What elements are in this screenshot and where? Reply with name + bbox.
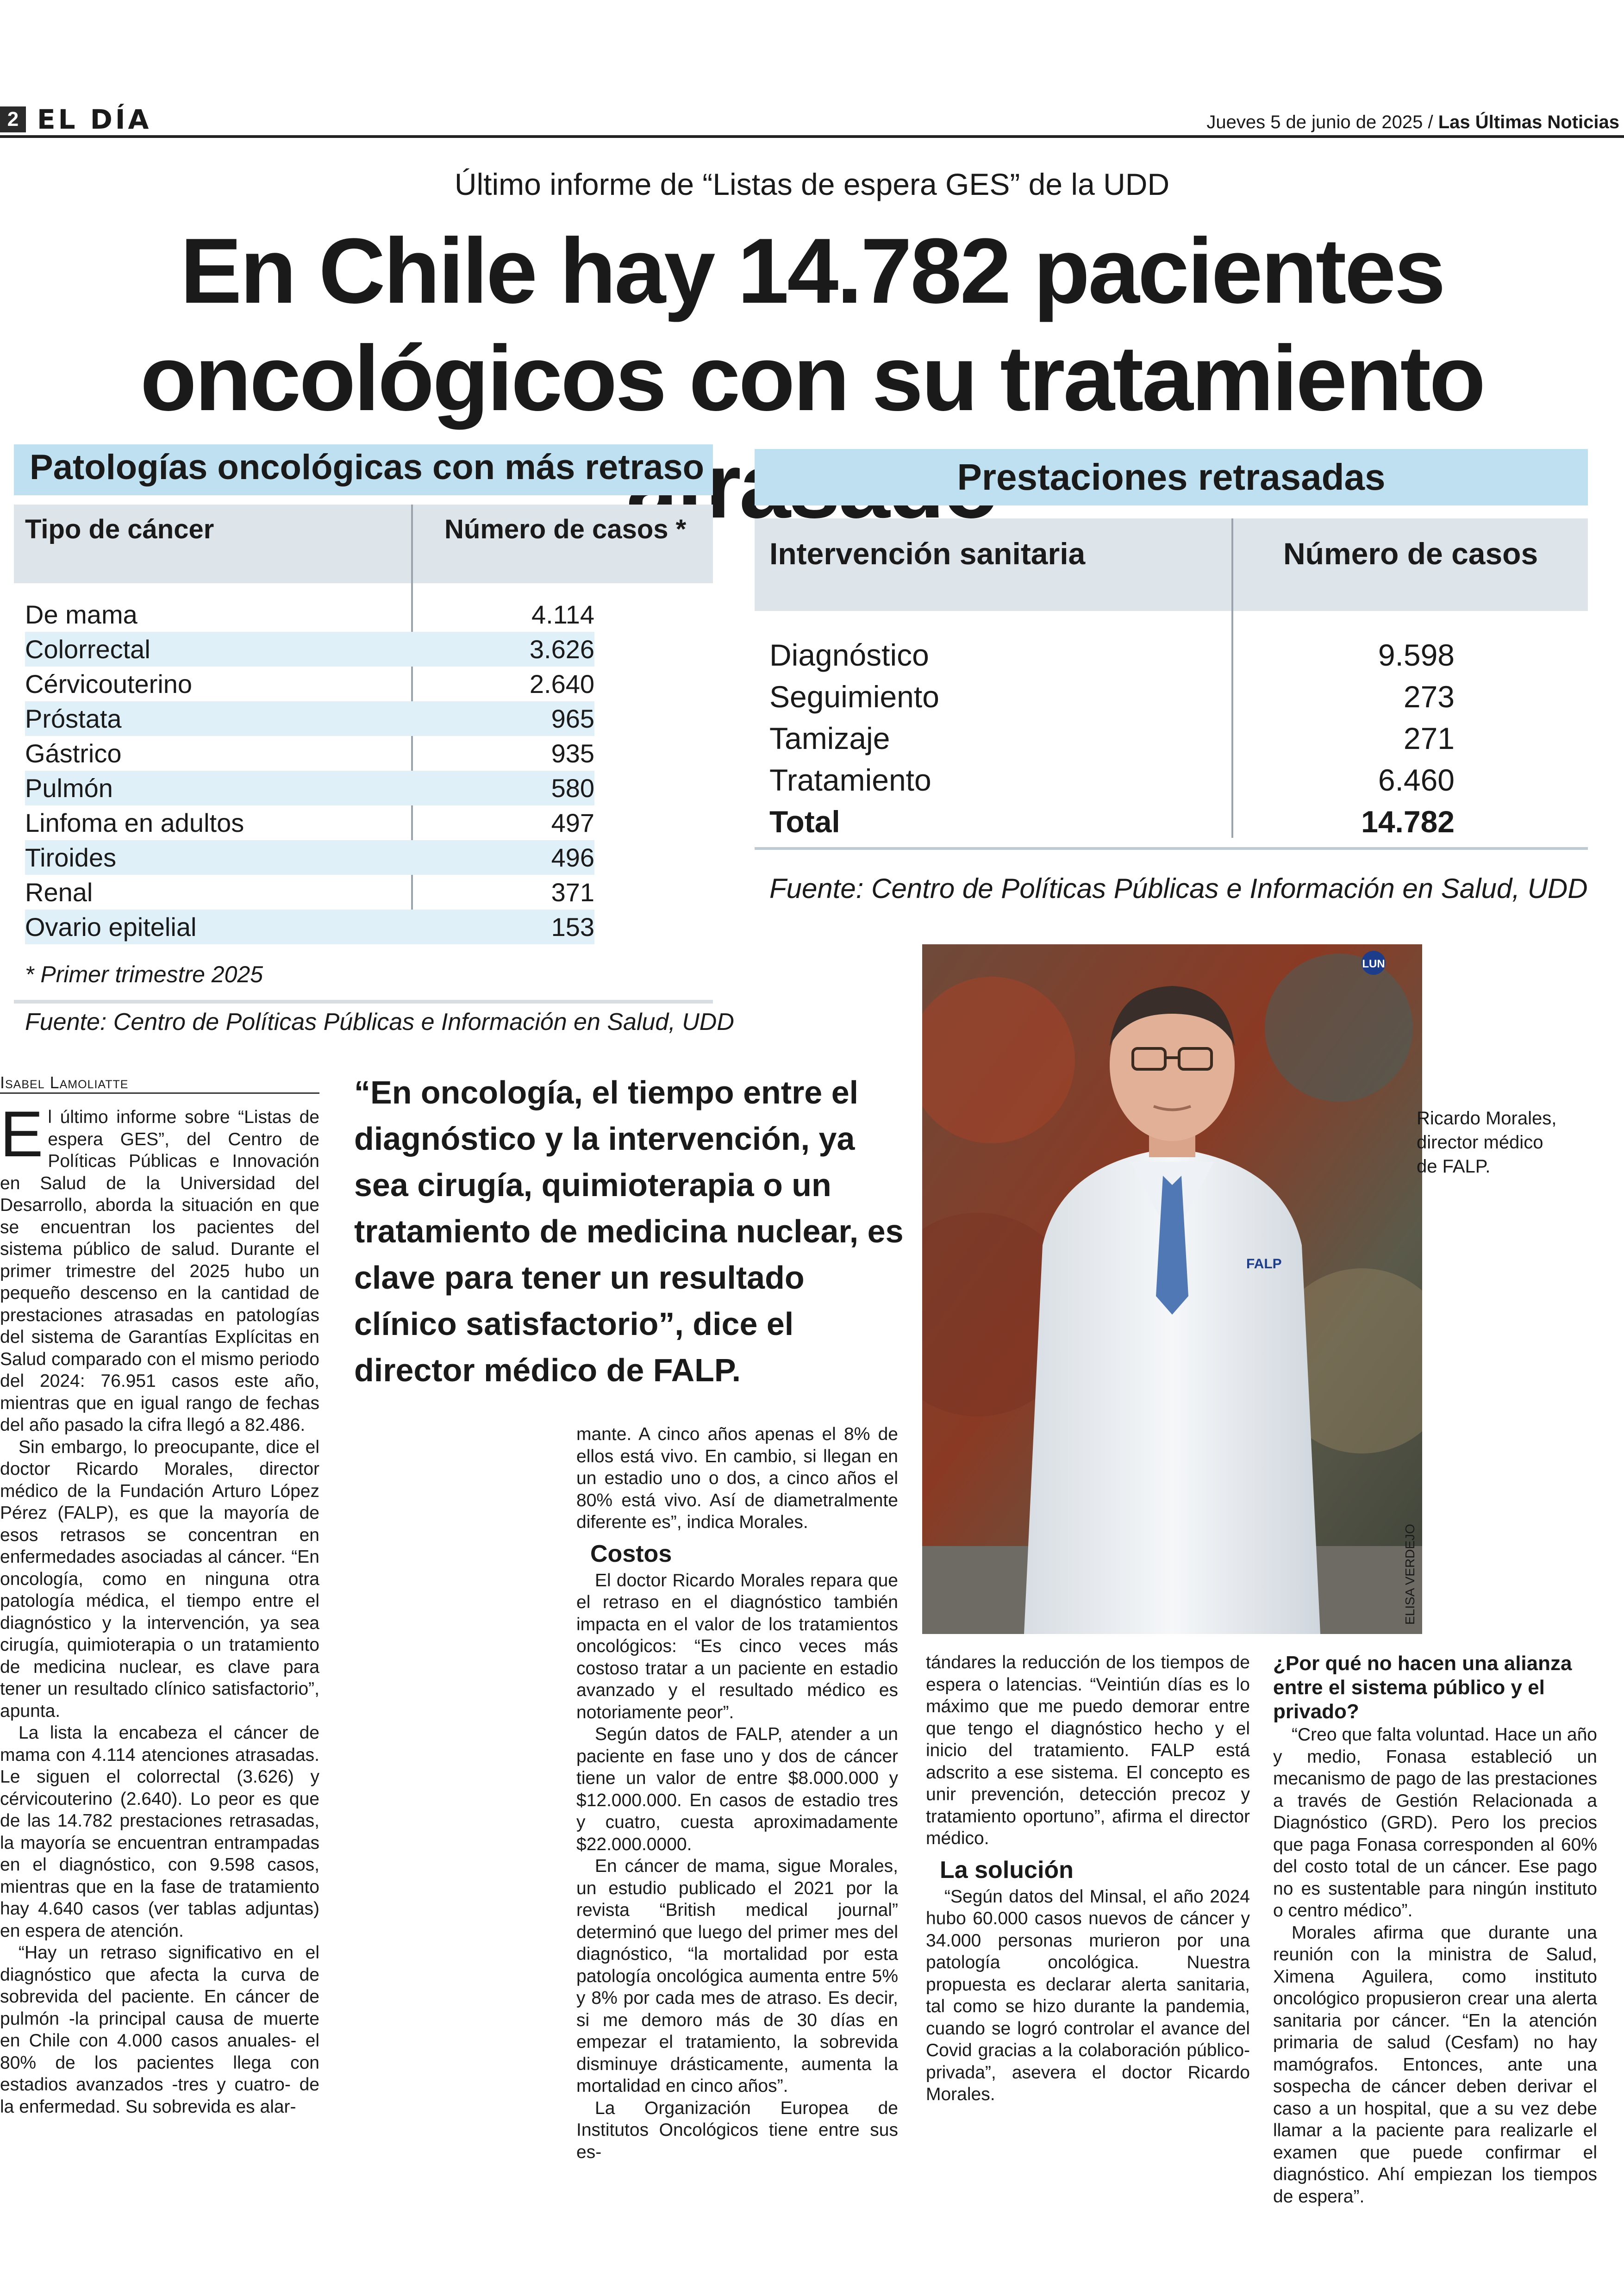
paragraph: “Según datos del Minsal, el año 2024 hubo 60.000 casos nuevos de cáncer y 34.000 personas murieron por una patología oncológica. Nuestra propuesta es declarar alerta sanitaria, tal como se hizo durante la pandemia, cuando se logró controlar el avance del Covid gracias a la colaboración público-privada”, asevera el doctor Ricardo Morales. [926,1886,1250,2104]
subheading-costos: Costos [590,1540,672,1567]
cancer-type: Linfoma en adultos [25,808,244,837]
case-count: 271 [1403,721,1455,755]
headline-line-2: oncológicos con su tratamiento [140,327,1484,430]
case-count: 153 [551,912,594,942]
service-type: Seguimiento [769,680,939,714]
headline-line-1: En Chile hay 14.782 pacientes [180,219,1444,323]
case-count: 6.460 [1378,763,1455,797]
article-column-3 [926,1652,1250,2106]
table-row [25,736,594,771]
table-row [769,759,1455,801]
cancer-type: Cérvicouterino [25,669,193,698]
cancer-table-rule [14,1000,713,1004]
table-row [769,676,1455,717]
cancer-type: Tiroides [25,843,117,872]
issue-date: Jueves 5 de junio de 2025 [1206,112,1423,132]
header-separator: / [1428,112,1433,132]
table-row [25,875,594,910]
total-label: Total [769,804,840,839]
paragraph: mante. A cinco años apenas el 8% de ellos está vivo. En cambio, si llegan en un estadio uno o dos, a cinco años el 80% está vivo. Así de diametralmente diferente es”, indica Morales. [576,1424,898,1532]
case-count: 580 [551,773,594,803]
paragraph: tándares la reducción de los tiempos de espera o latencias. “Veintiún días es lo máximo que me puedo demorar entre que tengo el diagnóstico hecho y el inicio del tratamiento. FALP está adscrito a ese sistema. El concepto es unir prevención, detección precoz y tratamiento oportuno”, afirma el director médico. [926,1653,1250,1848]
cancer-type: De mama [25,600,137,629]
paper-name: Las Últimas Noticias [1438,112,1619,132]
table-row [25,597,594,632]
cancer-type: Ovario epitelial [25,912,197,942]
table-row [769,717,1455,759]
case-count: 497 [551,808,594,837]
paragraph: La Organización Europea de Institutos Oncológicos tiene entre sus es- [576,2098,898,2162]
article-column-1 [0,1098,319,2118]
case-count: 935 [551,739,594,768]
services-table-title: Prestaciones retrasadas [755,449,1588,505]
table-row [25,667,594,701]
case-count: 371 [551,878,594,907]
cancer-type: Próstata [25,704,122,733]
lun-badge: LUN [1362,958,1385,970]
paragraph: Sin embargo, lo preocupante, dice el doctor Ricardo Morales, director médico de la Fundación Arturo López Pérez (FALP), es que la mayoría de esos retrasos se concentran en enfermedades asociadas al cáncer. “En oncología, como en ninguna otra patología médica, el tiempo entre el diagnóstico y la intervención, ya sea cirugía, quimioterapia o un tratamiento de medicina nuclear, es clave para tener un resultado clínico satisfactorio”, apunta. [0,1437,319,1721]
pull-quote: “En oncología, el tiempo entre el diagnóstico y la intervención, ya sea cirugía, quimioterapia o un tratamiento de medicina nuclear, es clave para tener un resultado clínico satisfactorio”, dice el director médico de FALP. [354,1074,904,1388]
page-number: 2 [0,106,26,132]
paragraph: Morales afirma que durante una reunión con la ministra de Salud, Ximena Aguilera, como instituto oncológico propusieron crear una alerta sanitaria por cáncer. “En la atención primaria de salud (Cesfam) no hay mamógrafos. Entonces, ante una sospecha de cáncer deben derivar el caso a un hospital, que a su vez debe llamar a la paciente para realizarle el examen que puede confirmar el diagnóstico. Ahí empiezan los tiempos de espera”. [1273,1922,1597,2207]
doctor-portrait-illustration [922,944,1422,1634]
subheading-solucion: La solución [940,1856,1074,1883]
photo-caption: Ricardo Morales, director médico de FALP. [1417,1108,1557,1177]
kicker: Último informe de “Listas de espera GES” de la UDD [454,167,1170,201]
service-type: Diagnóstico [769,638,929,672]
byline: Isabel Lamoliatte [0,1073,129,1092]
paragraph: El doctor Ricardo Morales repara que el retraso en el diagnóstico también impacta en el valor de los tratamientos oncológicos: “Es cinco veces más costoso tratar a un paciente en estadio avanzado y el resultado médico es notoriamente peor”. [576,1570,898,1722]
paragraph-text: l último informe sobre “Listas de espera GES”, del Centro de Políticas Públicas e Innovación en Salud de la Universidad del Desarrollo, aborda la situación en que se encuentran los pacientes del sistema público de salud. Durante el primer trimestre del 2025 hubo un pequeño descenso en la cantidad de prestaciones atrasadas en patologías del sistema de Garantías Explícitas en Salud comparado con el mismo periodo del 2024: 76.951 casos este año, mientras que en igual rango de fechas del año pasado la cifra llegó a 82.486. [0,1107,319,1435]
header-date-paper [1206,112,1619,133]
photo-credit: ELISA VERDEJO [1403,1524,1417,1625]
table-row [25,805,594,840]
article-column-4 [1273,1652,1597,2208]
paragraph: En cáncer de mama, sigue Morales, un estudio publicado el 2021 por la revista “British medical journal” determinó que luego del primer mes del diagnóstico, “la mortalidad por esta patología oncológica aumenta entre 5% y 8% por cada mes de atraso. Es decir, si me demoro más de 30 días en empezar el tratamiento, la sobrevida disminuye drásticamente, aumenta la mortalidad en cinco años”. [576,1856,898,2096]
cancer-type: Pulmón [25,773,113,803]
table-row [769,634,1455,676]
section-title: EL DÍA [37,104,152,135]
services-table-rule [755,847,1588,850]
case-count: 965 [551,704,594,733]
cancer-table-source: Fuente: Centro de Políticas Públicas e Información en Salud, UDD [25,1009,734,1035]
paragraph: “Creo que falta voluntad. Hace un año y medio, Fonasa estableció un mecanismo de pago de las prestaciones a través de Gestión Relacionada a Diagnóstico (GRD). Pero los precios que paga Fonasa corresponden al 60% del costo total de un cáncer. Ese pago no es sustentable para ningún instituto o centro médico”. [1273,1725,1597,1921]
case-count: 496 [551,843,594,872]
byline-rule [0,1092,319,1094]
total-value: 14.782 [1361,804,1455,839]
case-count: 4.114 [531,600,594,629]
table-row [25,840,594,875]
cancer-table-note: * Primer trimestre 2025 [25,961,263,987]
table-total-row [769,801,1455,842]
table-row [25,910,594,944]
cancer-type: Renal [25,878,93,907]
table-row [25,701,594,736]
header-rule [0,135,1624,138]
services-table-source: Fuente: Centro de Políticas Públicas e Información en Salud, UDD [769,873,1588,904]
services-table-col-type: Intervención sanitaria [769,536,1086,571]
table-row [25,632,594,667]
case-count: 3.626 [529,635,594,664]
services-table-col-count: Número de casos [1283,536,1538,571]
service-type: Tratamiento [769,763,931,797]
subheading-question: ¿Por qué no hacen una alianza entre el sistema público y el privado? [1273,1652,1572,1723]
cancer-type: Gástrico [25,739,122,768]
cancer-type: Colorrectal [25,635,150,664]
cancer-table-col-type: Tipo de cáncer [25,514,214,544]
case-count: 2.640 [529,669,594,698]
paragraph [0,1098,319,1436]
case-count: 273 [1403,680,1455,714]
falp-coat-logo: FALP [1246,1256,1282,1272]
article-column-2 [576,1423,898,2163]
case-count: 9.598 [1378,638,1455,672]
paragraph: “Hay un retraso significativo en el diagnóstico que afecta la curva de sobrevida del paciente. En cáncer de pulmón -la principal causa de muerte en Chile con 4.000 casos anuales- el 80% de los pacientes llega con estadios avanzados -tres y cuatro- de la enfermedad. Su sobrevida es alar- [0,1943,319,2117]
paragraph: Según datos de FALP, atender a un paciente en fase uno y dos de cáncer tiene un valor de entre $8.000.000 y $12.000.000. En casos de estadio tres y cuatro, cuesta aproximadamente $22.000.0000. [576,1724,898,1854]
dropcap: E [0,1098,44,1170]
cancer-table-col-count: Número de casos * [444,514,687,544]
doctor-photo [922,944,1422,1634]
table-row [25,771,594,805]
cancer-table-title: Patologías oncológicas con más retraso [14,444,713,495]
paragraph: La lista la encabeza el cáncer de mama con 4.114 atenciones atrasadas. Le siguen el colorrectal (3.626) y cérvicouterino (2.640). Lo peor es que de las 14.782 prestaciones retrasadas, la mayoría se encuentran entrampadas en el diagnóstico, con 9.598 casos, mientras que en la fase de tratamiento hay 4.640 casos (ver tablas adjuntas) en espera de atención. [0,1723,319,1941]
service-type: Tamizaje [769,721,890,755]
